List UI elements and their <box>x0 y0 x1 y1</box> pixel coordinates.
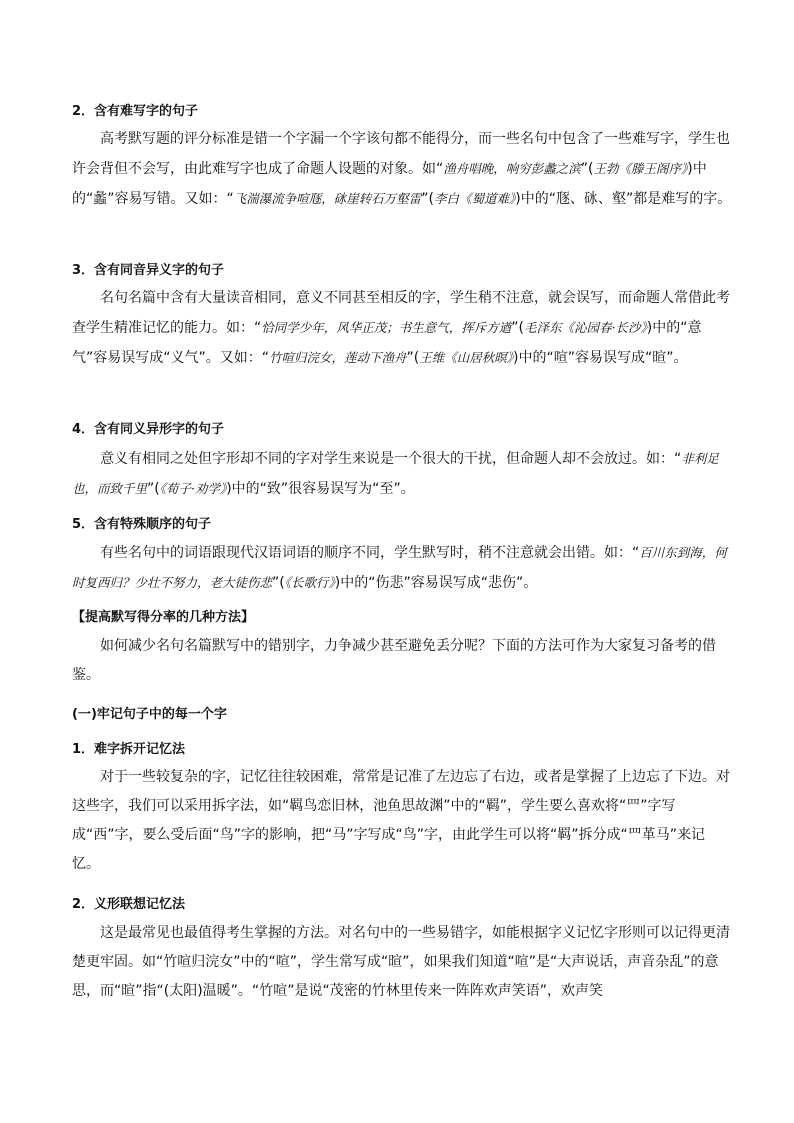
quote-run: 渔舟唱晚，响穷彭蠡之滨 <box>443 161 581 176</box>
text-run: )中的“致”很容易误写为“至”。 <box>226 481 415 497</box>
quote-run: 毛泽东《沁园春·长沙》 <box>524 320 647 335</box>
text-run: )中的“豗、砯、壑”都是难写的字。 <box>515 191 732 207</box>
section-heading: (一)牢记句子中的每一个字 <box>72 707 227 722</box>
quote-run: 竹喧归浣女，莲动下渔舟 <box>269 350 407 365</box>
text-run: )中的“意气”容易误写成“义气”。又如：“ <box>72 320 702 366</box>
text-run: ”( <box>272 575 285 591</box>
paragraph <box>72 538 732 598</box>
text-run: ”( <box>511 320 524 336</box>
paragraph <box>72 919 732 1006</box>
section-heading: 2．义形联想记忆法 <box>72 897 186 912</box>
text-run: ”( <box>421 191 434 207</box>
quote-run: 王勃《滕王阁序》 <box>593 161 688 176</box>
text-run: ”( <box>147 481 160 497</box>
section-heading: 4．含有同义异形字的句子 <box>72 422 225 437</box>
quote-run: 王维《山居秋暝》 <box>419 350 514 365</box>
paragraph <box>72 125 732 214</box>
text-run: 高考默写题的评分标准是错一个字漏一个字该句都不能得分，而一些名句中包含了一些难写字，学生也许会背但不会写，由此难写字也成了命题人设题的对象。如“ <box>72 131 730 177</box>
section-heading: 【提高默写得分率的几种方法】 <box>72 610 255 625</box>
text-run: 有些名句中的词语跟现代汉语词语的顺序不同，学生默写时，稍不注意就会出错。如：“ <box>100 545 640 561</box>
section-heading: 1．难字拆开记忆法 <box>72 742 186 757</box>
paragraph <box>72 763 732 879</box>
section-heading: 3．含有同音异义字的句子 <box>72 263 225 278</box>
section-heading: 2．含有难写字的句子 <box>72 104 199 119</box>
text-run: 如何减少名句名篇默写中的错别字，力争减少甚至避免丢分呢？下面的方法可作为大家复习备考的借鉴。 <box>72 638 716 683</box>
text-run: 名句名篇中含有大量读音相同，意义不同甚至相反的字，学生稍不注意，就会误写，而命题人常借此考查学生精准记忆的能力。如：“ <box>72 290 730 336</box>
paragraph <box>72 444 732 504</box>
text-run: )中的“喧”容易误写成“暄”。 <box>513 350 688 366</box>
quote-run: 恰同学少年，风华正茂；书生意气，挥斥方遒 <box>261 320 512 335</box>
quote-run: 《长歌行》 <box>284 575 335 590</box>
text-run: 这是最常见也最值得考生掌握的方法。对名句中的一些易错字，如能根据字义记忆字形则可以记得更清楚更牢固。如“竹喧归浣女”中的“喧”，学生常写成“暄”，如果我们知道“喧”是“大声说话，声音杂乱”的意思，而“暄”指“(太阳)温暖”。“竹喧”是说“茂密的竹林里传来一阵阵欢声笑语”，欢声笑 <box>72 925 730 999</box>
text-run: 意义有相同之处但字形却不同的字对学生来说是一个很大的干扰，但命题人却不会放过。如：“ <box>100 451 682 467</box>
section-heading: 5．含有特殊顺序的句子 <box>72 517 212 532</box>
quote-run: 李白《蜀道难》 <box>434 191 516 206</box>
text-run: ”( <box>406 350 420 366</box>
quote-run: 非利足也，而致千里 <box>72 451 719 496</box>
text-run: )中的“蠡”容易写错。又如：“ <box>72 161 707 207</box>
text-run: )中的“伤悲”容易误写成“悲伤”。 <box>334 575 538 591</box>
paragraph <box>72 632 732 690</box>
quote-run: 百川东到海，何时复西归？少壮不努力，老大徒伤悲 <box>72 545 727 590</box>
paragraph <box>72 284 732 373</box>
text-run: ”( <box>580 161 594 177</box>
quote-run: 《荀子·劝学》 <box>159 481 227 496</box>
quote-run: 飞湍瀑流争喧豗，砯崖转石万壑雷 <box>233 191 422 206</box>
text-run: 对于一些较复杂的字，记忆往往较困难，常常是记准了左边忘了右边，或者是掌握了上边忘了下边。对这些字，我们可以采用拆字法，如“羁鸟恋旧林，池鱼思故渊”中的“羁”，学生要么喜欢将“罒”字写成“西”字，要么受后面“鸟”字的影响，把“马”字写成“鸟”字，由此学生可以将“羁”拆分成“罒革马”来记忆。 <box>72 769 730 872</box>
